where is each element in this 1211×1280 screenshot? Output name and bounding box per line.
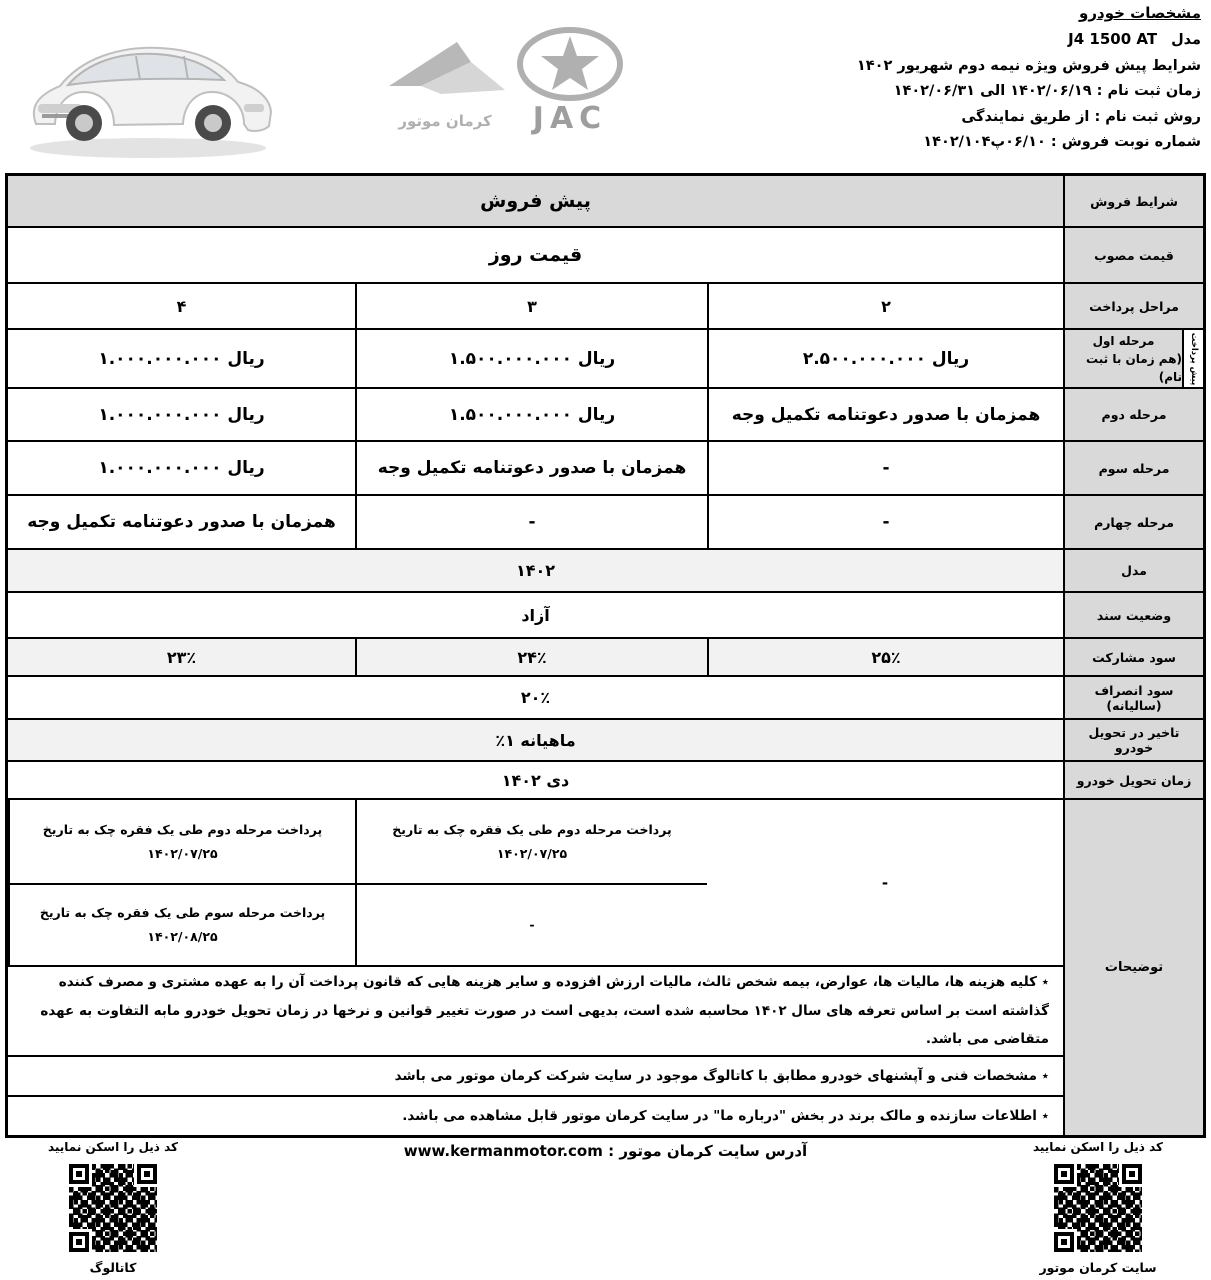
qr-block-website [1013,1140,1183,1275]
row-stage-2 [8,389,1203,442]
check-plan-4-column [8,800,355,965]
participation-profit-plan-3: ۲۴٪ [355,639,707,675]
prepayment-vertical-text: پیش پرداخت [1188,332,1199,385]
qr-finder-icon [1054,1232,1074,1252]
stage-3-label: مرحله سوم [1063,442,1203,494]
row-model-year [8,550,1203,593]
conditions-table [5,173,1206,1138]
row-payment-stages [8,284,1203,330]
prepayment-vertical-cell [1182,330,1203,387]
delivery-time-value: دی ۱۴۰۲ [501,770,570,790]
qr-finder-icon [137,1164,157,1184]
row-notes-section [8,800,1203,1135]
stage-2-plan-3: ۱.۵۰۰.۰۰۰.۰۰۰ ریال [355,389,707,440]
delivery-delay-value: ٪۱ ماهیانه [8,720,1063,760]
stage-3-plan-2: - [707,442,1063,494]
header-info [857,6,1201,161]
participation-profit-plan-2: ۲۵٪ [707,639,1063,675]
delivery-delay-label: تاخیر در تحویل خودرو [1063,720,1203,760]
stage-1-label: مرحله اول (هم زمان با ثبت نام) [1063,330,1182,387]
qr-block-catalog [28,1140,198,1275]
car-image [8,12,293,167]
stage-4-plan-3: - [355,496,707,548]
stage-4-label: مرحله چهارم [1063,496,1203,548]
cancellation-profit-label: سود انصراف (سالیانه) [1063,677,1203,718]
conditions-line: شرایط پیش فروش ویژه نیمه دوم شهریور ۱۴۰۲ [856,57,1201,74]
check-plan-4-row-1: پرداخت مرحله دوم طی یک فقره چک به تاریخ ۱۴۰۲/۰۷/۲۵ [10,800,355,885]
participation-profit-label: سود مشارکت [1063,639,1203,675]
note-1: ٭ کلیه هزینه ها، مالیات ها، عوارض، بیمه شخص ثالث، مالیات ارزش افزوده و سایر هزینه هایی که قانون پرداخت آن را به عهده مشتری و مصرف کننده گذاشته است بر اساس تعرفه های سال ۱۴۰۲ محاسبه شده است، بدیهی است در صورت تغییر قوانین و نرخها در زمان تحویل خودرو مابه التفاوت به عهده متقاضی می باشد. [8,967,1063,1057]
jac-logo [508,22,633,137]
check-plan-3-row-1: پرداخت مرحله دوم طی یک فقره چک به تاریخ ۱۴۰۲/۰۷/۲۵ [357,800,707,885]
qr-finder-icon [69,1232,89,1252]
row-delivery-delay [8,720,1203,762]
stage-4-plan-4: همزمان با صدور دعوتنامه تکمیل وجه [27,512,336,532]
stage-4-plan-2: - [707,496,1063,548]
participation-profit-plan-4: ۲۳٪ [8,639,355,675]
kerman-logo-text-svg: کرمان موتور [398,112,492,130]
sale-type-label: شرایط فروش [1063,176,1203,226]
notes-body [8,800,1063,1135]
row-stage-1 [8,330,1203,389]
model-value: J4 1500 AT [1068,30,1158,48]
approved-price-label: قیمت مصوب [1063,228,1203,282]
sale-turn-number-line: شماره نوبت فروش : ۰۶/۱۰پ۱۴۰۲/۱۰۴ [923,134,1201,150]
row-sale-type [8,176,1203,228]
model-year-value: ۱۴۰۲ [8,550,1063,591]
stage-2-plan-4: ۱.۰۰۰.۰۰۰.۰۰۰ ریال [98,404,265,425]
row-delivery-time [8,762,1203,800]
qr-caption-website: سایت کرمان موتور [1039,1260,1157,1275]
stage-2-label: مرحله دوم [1063,389,1203,440]
note-3: ٭ اطلاعات سازنده و مالک برند در بخش "درباره ما" در سایت کرمان موتور قابل مشاهده می باشد. [402,1107,1049,1124]
qr-caption-catalog: کاتالوگ [89,1260,137,1275]
document-status-label: وضعیت سند [1063,593,1203,637]
website-address-line: آدرس سایت کرمان موتور : www.kermanmotor.com [403,1142,808,1160]
document-status-value: آزاد [521,605,550,625]
svg-text:JAC: JAC [532,101,608,136]
stage-3-plan-3: همزمان با صدور دعوتنامه تکمیل وجه [355,442,707,494]
check-plan-3-column [355,800,707,965]
model-label: مدل [1171,32,1201,48]
kerman-motor-logo [383,34,508,136]
cancellation-profit-value: ۲۰٪ [520,688,551,707]
plan-2-cell: ۲ [707,284,1063,328]
note-2: ٭ مشخصات فنی و آپشنهای خودرو مطابق با کاتالوگ موجود در سایت شرکت کرمان موتور می باشد [8,1057,1063,1097]
notes-label: توضیحات [1063,800,1203,1135]
scan-hint-left: کد ذیل را اسکن نمایید [47,1140,179,1154]
stage-1-label-group [1063,330,1203,387]
approved-price-value: قیمت روز [488,244,583,266]
stage-1-plan-3: ۱.۵۰۰.۰۰۰.۰۰۰ ریال [355,330,707,387]
registration-time-line: زمان ثبت نام : ۱۴۰۲/۰۶/۱۹ الی ۱۴۰۲/۰۶/۳۱ [893,83,1201,99]
stage-1-plan-2: ۲.۵۰۰.۰۰۰.۰۰۰ ریال [707,330,1063,387]
row-document-status [8,593,1203,639]
payment-stages-label: مراحل پرداخت [1063,284,1203,328]
registration-method-line: روش ثبت نام : از طریق نمایندگی [961,108,1201,125]
check-plan-2-merged: - [881,873,889,892]
check-plan-3-row-2: - [529,917,535,933]
row-stage-3 [8,442,1203,496]
stage-3-plan-4: ۱.۰۰۰.۰۰۰.۰۰۰ ریال [98,458,265,478]
scan-hint-right: کد ذیل را اسکن نمایید [1032,1140,1164,1154]
row-participation-profit [8,639,1203,677]
qr-finder-icon [69,1164,89,1184]
stage-2-plan-2: همزمان با صدور دعوتنامه تکمیل وجه [707,389,1063,440]
model-year-label: مدل [1063,550,1203,591]
qr-code-catalog [69,1164,157,1252]
model-line [857,32,1201,48]
row-cancellation-profit [8,677,1203,720]
qr-finder-icon [1122,1164,1142,1184]
delivery-time-label: زمان تحویل خودرو [1063,762,1203,798]
qr-code-website [1054,1164,1142,1252]
sheet-title: مشخصات خودرو [1079,4,1201,22]
qr-finder-icon [1054,1164,1074,1184]
row-approved-price [8,228,1203,284]
row-stage-4 [8,496,1203,550]
check-payment-grid [8,800,1063,967]
check-plan-4-row-2: پرداخت مرحله سوم طی یک فقره چک به تاریخ ۱۴۰۲/۰۸/۲۵ [39,905,326,944]
plan-4-cell: ۴ [176,296,187,316]
sale-type-value: پیش فروش [8,176,1063,226]
stage-1-plan-4: ۱.۰۰۰.۰۰۰.۰۰۰ ریال [98,348,265,369]
plan-3-cell: ۳ [355,284,707,328]
